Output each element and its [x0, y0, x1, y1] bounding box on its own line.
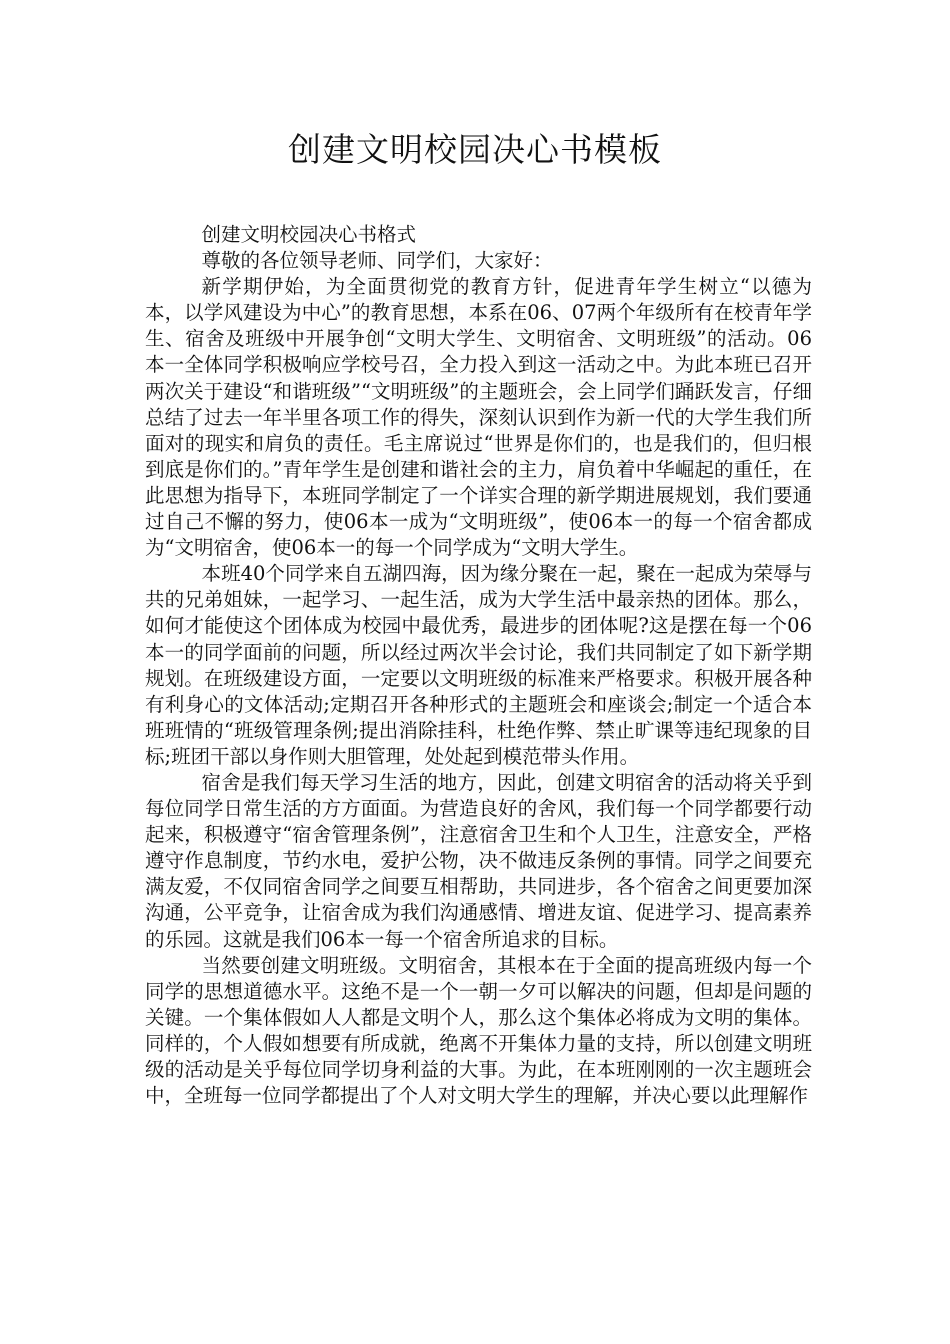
format-heading: 创建文明校园决心书格式 [201, 223, 417, 246]
body-paragraph: 宿舍是我们每天学习生活的地方，因此，创建文明宿舍的活动将关乎到每位同学日常生活的方方面面。为营造良好的舍风，我们每一个同学都要行动起来，积极遵守“宿舍管理条例”，注意宿舍卫生和个人卫生，注意安全，严格遵守作息制度，节约水电，爱护公物，决不做违反条例的事情。同学之间要充满友爱，不仅同宿舍同学之间要互相帮助，共同进步，各个宿舍之间更要加深沟通，公平竞争，让宿舍成为我们沟通感情、增进友谊、促进学习、提高素养的乐园。这就是我们06本一每一个宿舍所追求的目标。 [145, 770, 812, 951]
salutation: 尊敬的各位领导老师、同学们，大家好： [201, 249, 553, 273]
document-title: 创建文明校园决心书模板 [288, 130, 662, 169]
body-paragraph: 本班40个同学来自五湖四海，因为缘分聚在一起，聚在一起成为荣辱与共的兄弟姐妹，一起学习、一起生活，成为大学生活中最亲热的团体。那么，如何才能使这个团体成为校园中最优秀，最进步的团体呢?这是摆在每一个06本一的同学面前的问题，所以经过两次半会讨论，我们共同制定了如下新学期规划。在班级建设方面，一定要以文明班级的标准来严格要求。积极开展各种有利身心的文体活动;定期召开各种形式的主题班会和座谈会;制定一个适合本班班情的“班级管理条例;提出消除挂科，杜绝作弊、禁止旷课等违纪现象的目标;班团干部以身作则大胆管理，处处起到模范带头作用。 [145, 562, 812, 768]
body-paragraph: 当然要创建文明班级。文明宿舍，其根本在于全面的提高班级内每一个同学的思想道德水平。这绝不是一个一朝一夕可以解决的问题，但却是问题的关键。一个集体假如人人都是文明个人，那么这个集体必将成为文明的集体。同样的，个人假如想要有所成就，绝离不开集体力量的支持，所以创建文明班级的活动是关乎每位同学切身利益的大事。为此，在本班刚刚的一次主题班会中，全班每一位同学都提出了个人对文明大学生的理解，并决心要以此理解作 [145, 953, 812, 1108]
document-body [145, 222, 812, 1109]
body-paragraph: 新学期伊始，为全面贯彻党的教育方针，促进青年学生树立“以德为本，以学风建设为中心”的教育思想，本系在06、07两个年级所有在校青年学生、宿舍及班级中开展争创“文明大学生、文明宿舍、文明班级”的活动。06本一全体同学积极响应学校号召，全力投入到这一活动之中。为此本班已召开两次关于建设“和谐班级”“文明班级”的主题班会，会上同学们踊跃发言，仔细总结了过去一年半里各项工作的得失，深刻认识到作为新一代的大学生我们所面对的现实和肩负的责任。毛主席说过“世界是你们的，也是我们的，但归根到底是你们的。”青年学生是创建和谐社会的主力，肩负着中华崛起的重任，在此思想为指导下，本班同学制定了一个详实合理的新学期进展规划，我们要通过自己不懈的努力，使06本一成为“文明班级”，使06本一的每一个宿舍都成为“文明宿舍，使06本一的每一个同学成为“文明大学生。 [145, 275, 812, 560]
